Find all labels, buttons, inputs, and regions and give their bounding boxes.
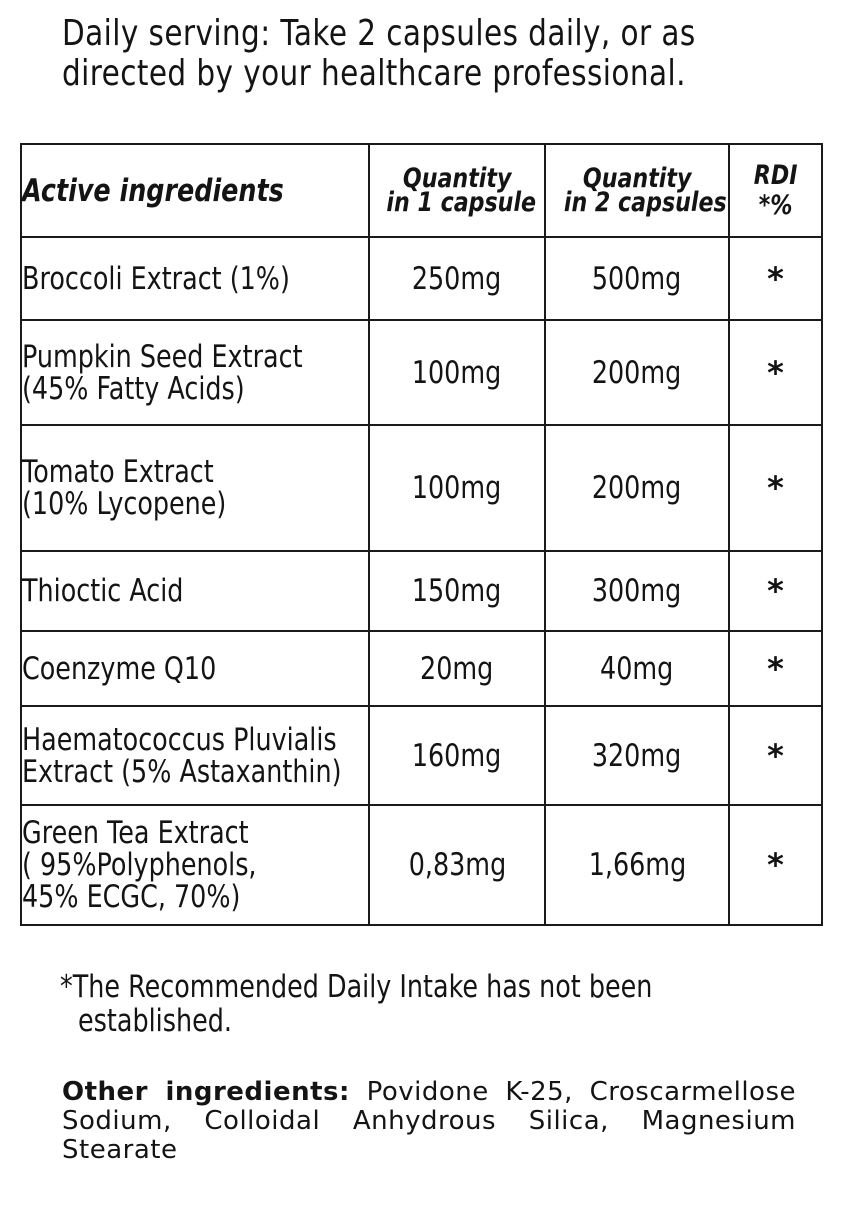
daily-serving-text [62, 13, 696, 94]
quantity-2-capsules: 1,66mg [545, 805, 729, 925]
other-ingredients [62, 1078, 796, 1165]
quantity-2-capsules: 200mg [545, 320, 729, 425]
quantity-2-capsules: 320mg [545, 706, 729, 805]
ingredient-name: Haematococcus Pluvialis Extract (5% Astaxanthin) [21, 706, 369, 805]
rdi-value: * [729, 320, 822, 425]
quantity-1-capsule: 100mg [369, 425, 545, 551]
quantity-1-capsule: 20mg [369, 631, 545, 706]
quantity-1-capsule: 160mg [369, 706, 545, 805]
quantity-2-capsules: 500mg [545, 237, 729, 320]
header-rdi: RDI *% [729, 144, 822, 237]
table-row [21, 237, 822, 320]
ingredient-name: Broccoli Extract (1%) [21, 237, 369, 320]
rdi-value: * [729, 425, 822, 551]
ingredient-name: Pumpkin Seed Extract (45% Fatty Acids) [21, 320, 369, 425]
rdi-value: * [729, 551, 822, 631]
quantity-1-capsule: 0,83mg [369, 805, 545, 925]
table-header-row [21, 144, 822, 237]
ingredient-name: Tomato Extract (10% Lycopene) [21, 425, 369, 551]
rdi-footnote [60, 970, 652, 1038]
ingredient-name: Green Tea Extract ( 95%Polyphenols, 45% ECGC, 70%) [21, 805, 369, 925]
quantity-1-capsule: 150mg [369, 551, 545, 631]
quantity-1-capsule: 100mg [369, 320, 545, 425]
table-row [21, 320, 822, 425]
header-quantity-1-capsule: Quantity in 1 capsule [369, 144, 545, 237]
ingredient-name: Coenzyme Q10 [21, 631, 369, 706]
rdi-value: * [729, 631, 822, 706]
quantity-2-capsules: 40mg [545, 631, 729, 706]
table-row [21, 425, 822, 551]
other-ingredients-label: Other ingredients: [62, 1077, 350, 1107]
rdi-value: * [729, 805, 822, 925]
table-row [21, 551, 822, 631]
ingredient-name: Thioctic Acid [21, 551, 369, 631]
serving-line-1: Daily serving: Take 2 capsules daily, or as [62, 13, 696, 54]
rdi-value: * [729, 237, 822, 320]
table-row [21, 706, 822, 805]
footnote-line-2: established. [78, 1003, 232, 1039]
quantity-2-capsules: 300mg [545, 551, 729, 631]
other-ingredients-text: Povidone K-25, Croscarmellose Sodium, Colloidal Anhydrous Silica, Magnesium Stearate [62, 1077, 796, 1165]
rdi-value: * [729, 706, 822, 805]
serving-line-2: directed by your healthcare professional. [62, 53, 686, 94]
footnote-line-1: *The Recommended Daily Intake has not been [60, 969, 653, 1005]
table-row [21, 805, 822, 925]
quantity-2-capsules: 200mg [545, 425, 729, 551]
quantity-1-capsule: 250mg [369, 237, 545, 320]
header-quantity-2-capsules: Quantity in 2 capsules [545, 144, 729, 237]
table-row [21, 631, 822, 706]
ingredients-table [20, 143, 823, 926]
header-active-ingredients: Active ingredients [21, 144, 369, 237]
